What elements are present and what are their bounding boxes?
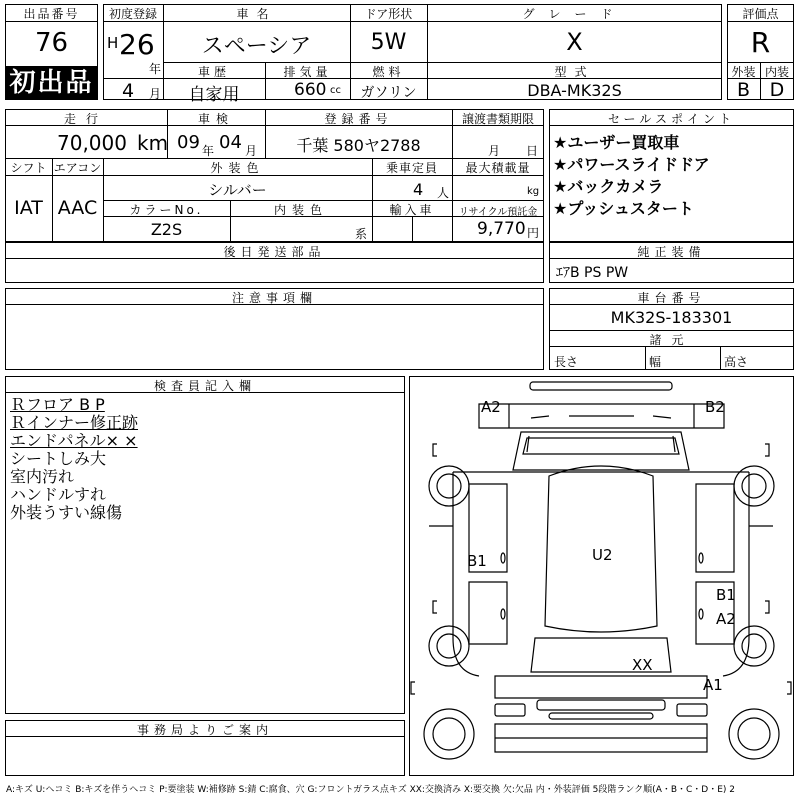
displacement-unit: cc bbox=[330, 85, 341, 96]
int-color-suffix: 系 bbox=[355, 227, 368, 241]
damage-mark: B1 bbox=[716, 586, 736, 604]
history-label: 車歴 bbox=[197, 65, 230, 79]
grade-value: X bbox=[566, 28, 583, 56]
era-letter: H bbox=[107, 34, 119, 52]
max-load-label: 最大積載量 bbox=[465, 161, 531, 175]
office-label: 事務局よりご案内 bbox=[136, 723, 273, 737]
sales-point-item: ★ユーザー買取車 bbox=[553, 133, 680, 152]
score-value: R bbox=[750, 26, 771, 59]
inspector-label: 検査員記入欄 bbox=[153, 379, 256, 393]
ac-value: AAC bbox=[57, 197, 98, 219]
score-label: 評価点 bbox=[742, 7, 779, 21]
sales-points-label: セールスポイント bbox=[608, 112, 735, 126]
damage-mark: B1 bbox=[467, 552, 487, 570]
shift-value: IAT bbox=[14, 197, 43, 219]
ac-label: エアコン bbox=[53, 161, 102, 175]
first-reg-month: 4 bbox=[122, 80, 135, 102]
damage-mark: A2 bbox=[481, 398, 501, 416]
sales-point-item: ★パワースライドドア bbox=[553, 155, 710, 174]
capacity-unit: 人 bbox=[437, 186, 450, 200]
sales-point-item: ★プッシュスタート bbox=[553, 199, 694, 218]
lot-number-label: 出品番号 bbox=[23, 7, 80, 21]
genuine-equipment-value: ｴｱB PS PW bbox=[556, 265, 629, 281]
import-label: 輸入車 bbox=[389, 203, 435, 217]
mileage-unit: km bbox=[137, 131, 169, 155]
ext-color-label: 外装色 bbox=[210, 161, 265, 175]
fuel-label: 燃料 bbox=[372, 65, 405, 79]
genuine-equipment-label: 純正装備 bbox=[637, 245, 706, 259]
model-label: 型式 bbox=[554, 65, 595, 79]
first-listing-banner: 初出品 bbox=[5, 66, 98, 100]
inspector-line: ハンドルすれ bbox=[10, 485, 107, 504]
inspector-line: エンドパネル× × bbox=[10, 431, 138, 450]
first-reg-month-unit: 月 bbox=[149, 87, 162, 101]
exterior-grade-label: 外装 bbox=[731, 65, 756, 79]
int-color-label: 内装色 bbox=[273, 203, 328, 217]
history-value: 自家用 bbox=[188, 85, 240, 105]
damage-mark: A1 bbox=[703, 676, 723, 694]
inspection-month: 04 bbox=[219, 132, 242, 153]
displacement-value: 660 bbox=[294, 80, 327, 100]
mileage-value: 70,000 bbox=[57, 131, 127, 155]
legend-text: A:キズ U:ヘコミ B:キズを伴うヘコミ P:要塗装 W:補修跡 S:錆 C:腐食、穴 G:フロントガラス点キズ XX:交換済み X:要交換 欠:欠品 内・外装評価 5段階ランク順(A・B・C・D・E) 2 bbox=[6, 785, 736, 795]
inspection-month-unit: 月 bbox=[245, 144, 258, 158]
damage-mark: U2 bbox=[592, 546, 613, 564]
transfer-doc-label: 譲渡書類期限 bbox=[461, 112, 534, 126]
inspector-line: Ｒインナー修正跡 bbox=[10, 413, 139, 432]
interior-grade-label: 内装 bbox=[764, 65, 789, 79]
chassis-label: 車台番号 bbox=[637, 291, 706, 305]
inspection-year-unit: 年 bbox=[202, 144, 215, 158]
damage-mark: B2 bbox=[705, 398, 725, 416]
mileage-label: 走行 bbox=[63, 112, 108, 126]
car-damage-diagram bbox=[409, 376, 794, 776]
max-load-unit: kg bbox=[527, 186, 540, 197]
damage-mark: A2 bbox=[716, 610, 736, 628]
fuel-value: ガソリン bbox=[360, 85, 417, 101]
reg-no-value: 千葉 580ヤ2788 bbox=[296, 136, 421, 155]
sales-point-item: ★バックカメラ bbox=[553, 177, 664, 196]
recycle-label: リサイクル預託金 bbox=[458, 207, 538, 218]
length-label: 長さ bbox=[554, 355, 579, 369]
inspector-line: シートしみ大 bbox=[10, 449, 107, 468]
transfer-day-unit: 日 bbox=[526, 144, 539, 158]
lot-number-value: 76 bbox=[34, 28, 69, 58]
exterior-grade-value: B bbox=[736, 79, 751, 101]
door-value: 5W bbox=[370, 30, 407, 55]
first-reg-year-unit: 年 bbox=[149, 62, 162, 76]
transfer-month-unit: 月 bbox=[488, 144, 501, 158]
inspector-line: Ｒフロア B P bbox=[10, 395, 105, 414]
damage-mark: XX bbox=[632, 656, 653, 674]
door-label: ドア形状 bbox=[364, 7, 413, 21]
inspection-label: 車検 bbox=[197, 112, 234, 126]
interior-grade-value: D bbox=[769, 79, 785, 101]
model-value: DBA-MK32S bbox=[527, 81, 622, 100]
capacity-value: 4 bbox=[413, 180, 424, 199]
shift-label: シフト bbox=[10, 161, 47, 175]
height-label: 高さ bbox=[724, 355, 749, 369]
notes-label: 注意事項欄 bbox=[231, 291, 317, 305]
inspection-year: 09 bbox=[177, 132, 200, 153]
first-reg-label: 初度登録 bbox=[108, 7, 157, 21]
inspector-line: 外装うすい線傷 bbox=[10, 503, 123, 522]
displacement-label: 排気量 bbox=[283, 65, 332, 79]
inspector-line: 室内汚れ bbox=[10, 467, 75, 486]
chassis-number: MK32S-183301 bbox=[610, 308, 733, 327]
grade-label: グレード bbox=[522, 7, 627, 21]
car-name-label: 車名 bbox=[236, 7, 277, 21]
capacity-label: 乗車定員 bbox=[385, 161, 438, 175]
car-name-value: スペーシア bbox=[201, 34, 312, 59]
color-no-label: カラーNo. bbox=[129, 203, 204, 217]
width-label: 幅 bbox=[649, 355, 662, 369]
color-no-value: Z2S bbox=[150, 220, 183, 239]
recycle-unit: 円 bbox=[527, 226, 540, 240]
recycle-value: 9,770 bbox=[477, 219, 526, 239]
ext-color-value: シルバー bbox=[208, 181, 267, 199]
reg-no-label: 登録番号 bbox=[324, 112, 393, 126]
first-reg-year: 26 bbox=[119, 28, 155, 61]
later-parts-label: 後日発送部品 bbox=[223, 245, 326, 259]
specs-label: 諸元 bbox=[649, 333, 694, 347]
